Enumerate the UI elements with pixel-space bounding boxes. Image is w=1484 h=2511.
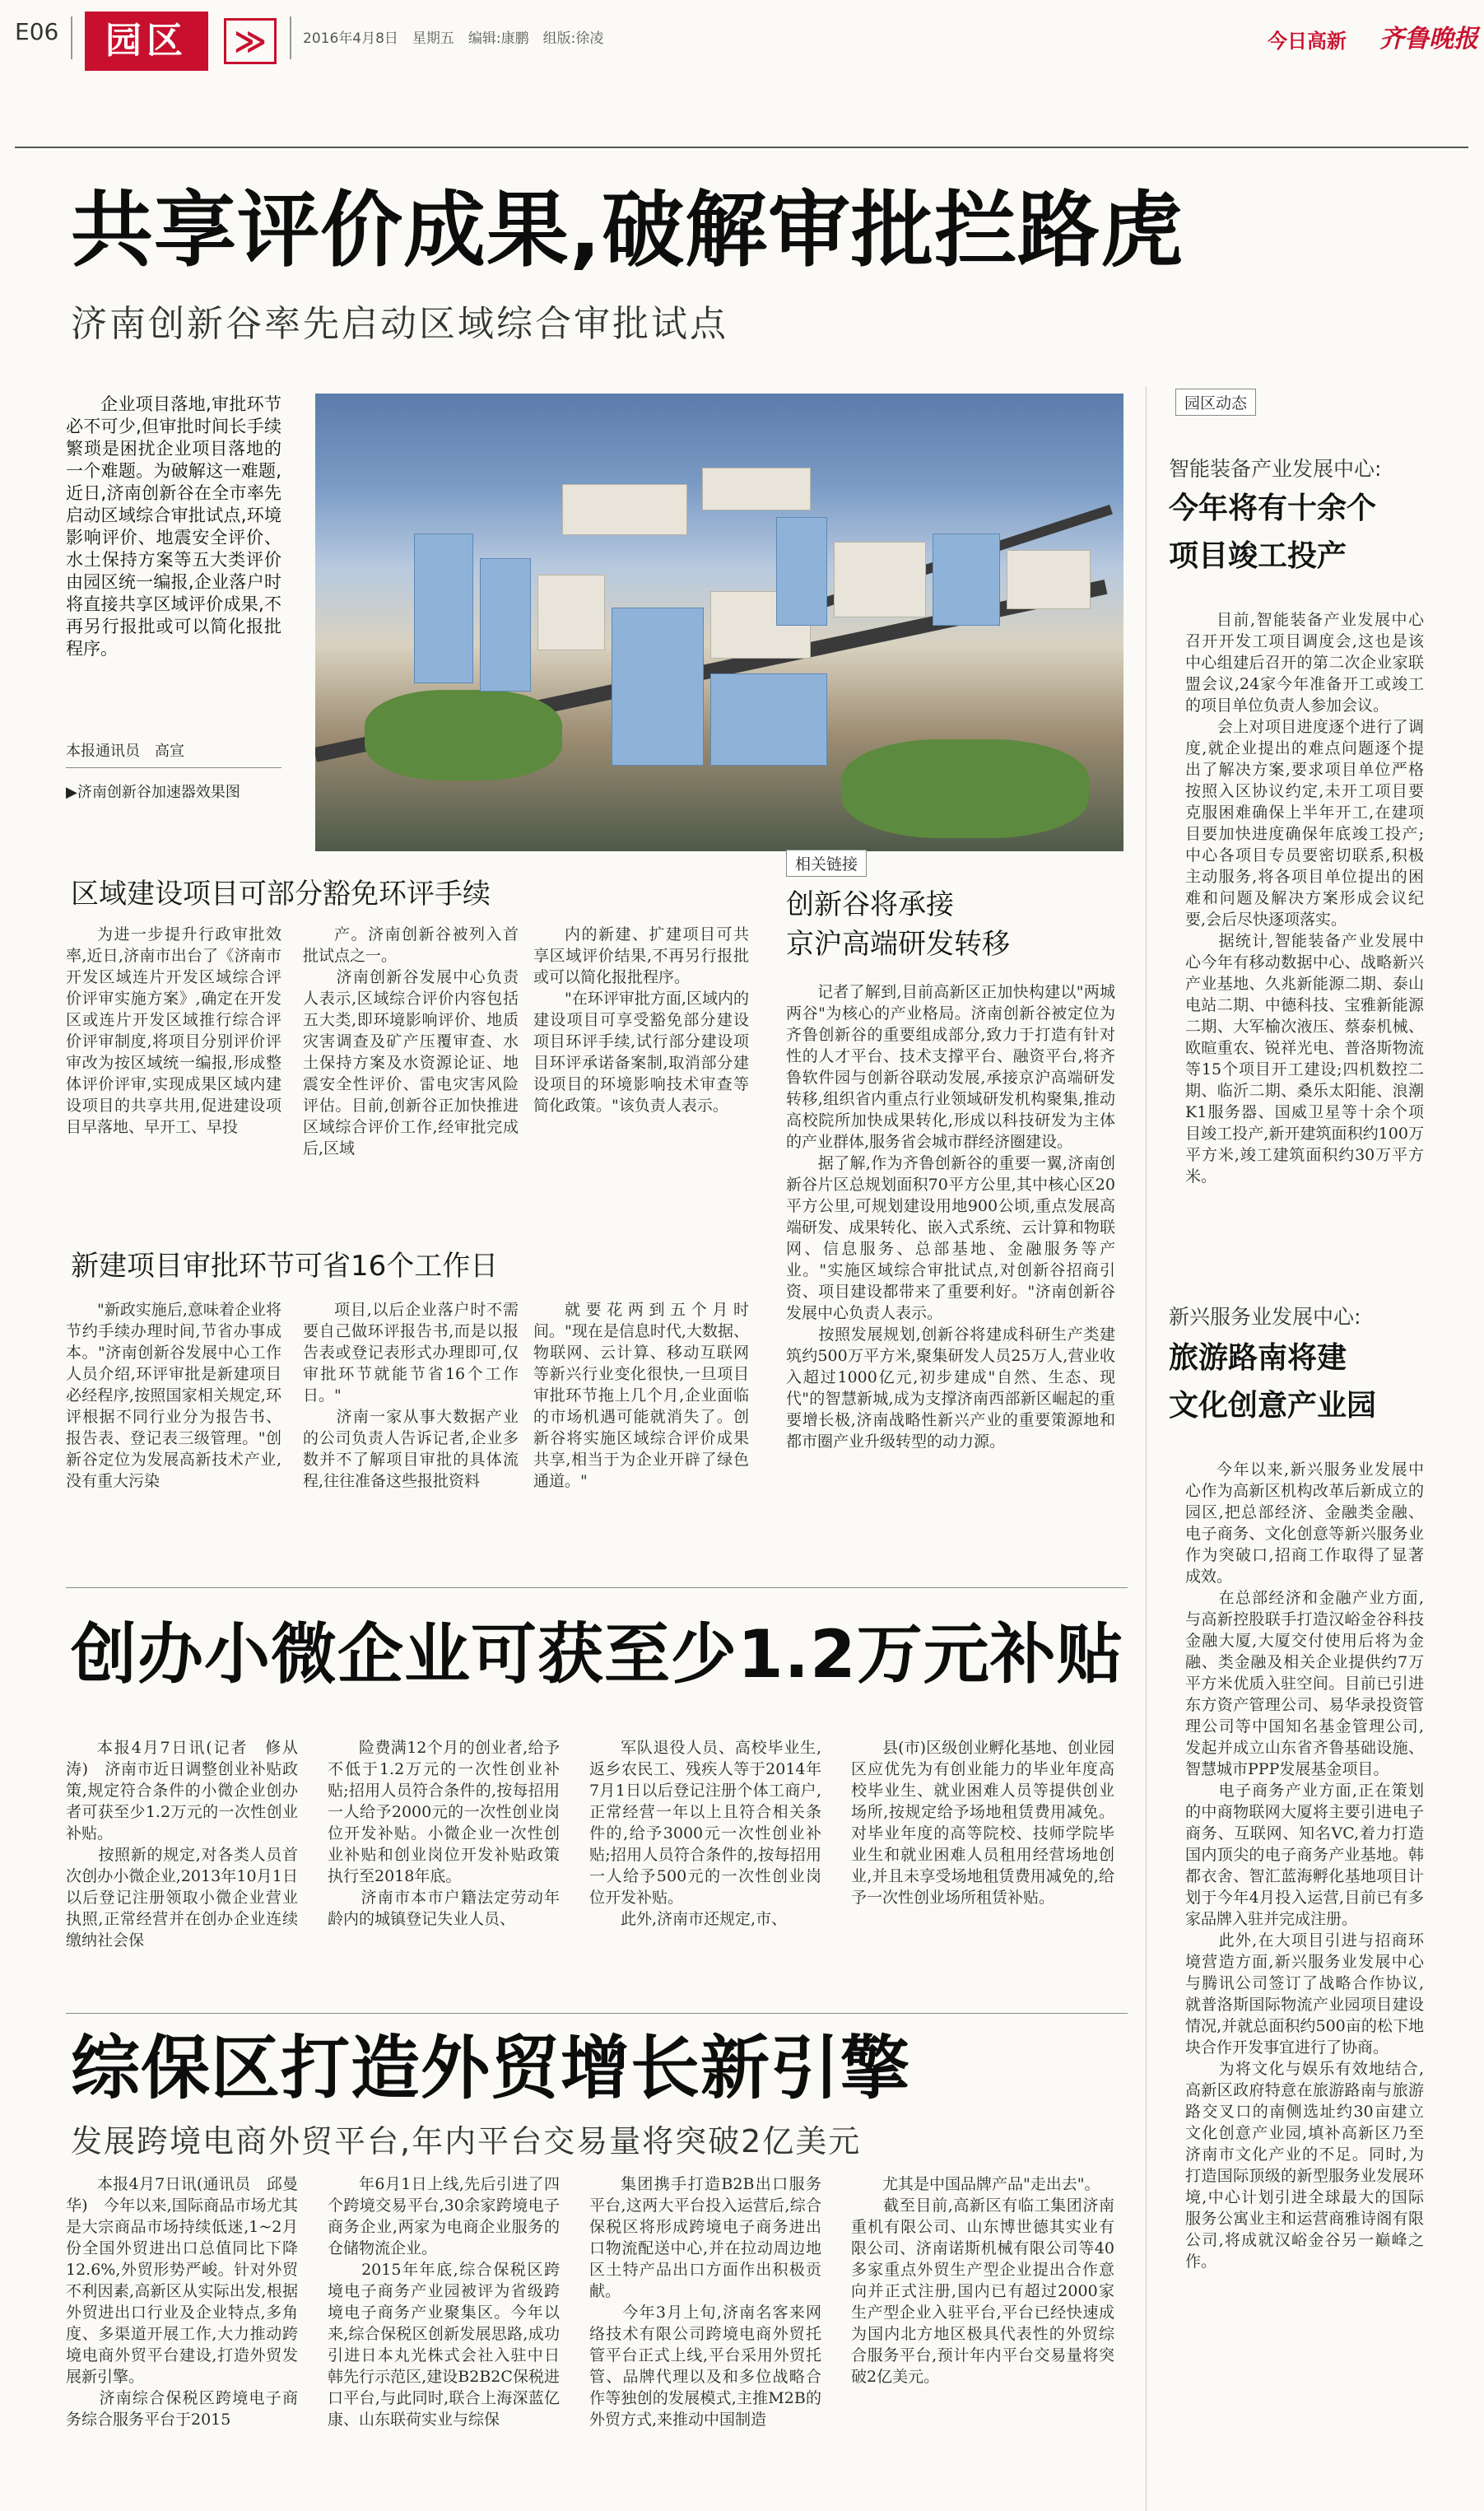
sidebar-item1-title-line2: 项目竣工投产: [1169, 539, 1347, 573]
article3-col2: 年6月1日上线,先后引进了四个跨境交易平台,30余家跨境电子商务企业,两家为电商企业服务的仓储物流企业。 2015年年底,综合保税区跨境电子商务产业园被评为省级跨境电子商务产业聚集区。今年以来,综合保税区创新发展思路,成功引进日本丸光株式会社入驻中日韩先行示范区,建设B2B2C保税进口平台,与此同时,联合上海深蓝亿康、山东联荷实业与综保: [328, 2175, 560, 2429]
article2-col2: 险费满12个月的创业者,给予不低于1.2万元的一次性创业补贴;招用人员符合条件的,按每招用一人给予2000元的一次性创业岗位开发补贴。小微企业一次性创业补贴和创业岗位开发补贴政策执行至2018年底。 济南市本市户籍法定劳动年龄内的城镇登记失业人员、: [328, 1739, 560, 1928]
section2-col1: "新政实施后,意味着企业将节约手续办理时间,节省办事成本。"济南创新谷发展中心工作人员介绍,环评审批是新建项目必经程序,按照国家相关规定,环评根据不同行业分为报告书、报告表、登记表三级管理。"创新谷定位为发展高新技术产业,没有重大污染: [66, 1301, 281, 1490]
lead-paragraph: 企业项目落地,审批环节必不可少,但审批时间长手续繁琐是困扰企业项目落地的一个难题。为破解这一难题,近日,济南创新谷在全市率先启动区域综合审批试点,环境影响评价、地震安全评价、水土保持方案等五大类评价由园区统一编报,企业落户时将直接共享区域评价成果,不再另行报批或可以简化报批程序。: [66, 394, 281, 659]
sidebar-item2-title-line2: 文化创意产业园: [1169, 1389, 1377, 1423]
article2-col1: 本报4月7日讯(记者 修从涛) 济南市近日调整创业补贴政策,规定符合条件的小微企业创办者可获至少1.2万元的一次性创业补贴。 按照新的规定,对各类人员首次创办小微企业,2013年10月1日以后登记注册领取小微企业营业执照,正常经营并在创办企业连续缴纳社会保: [66, 1739, 298, 1950]
section2-title: 新建项目审批环节可省16个工作日: [71, 1250, 499, 1283]
section-arrow-icon: ≫: [224, 18, 277, 64]
header-tag: 今日高新: [1268, 30, 1347, 53]
byline: 本报通讯员 高宣: [66, 743, 184, 760]
related-title-line1: 创新谷将承接: [786, 888, 954, 921]
article3-col4: 尤其是中国品牌产品"走出去"。 截至目前,高新区有临工集团济南重机有限公司、山东博世德其实业有限公司、济南诺斯机械有限公司等40多家重点外贸生产型企业提出合作意向并正式注册,国内已有超过2000家生产型企业入驻平台,平台已经快速成为国内北方地区极具代表性的外贸综合服务平台,预计年内平台交易量将突破2亿美元。: [851, 2175, 1114, 2386]
sidebar-item2-kicker: 新兴服务业发展中心:: [1169, 1305, 1361, 1329]
section2-col3: 就要花两到五个月时间。"现在是信息时代,大数据、物联网、云计算、移动互联网等新兴行业变化很快,一旦项目审批环节拖上几个月,企业面临的市场机遇可能就消失了。创新谷将实施区域综合评价成果共享,相当于为企业开辟了绿色通道。": [533, 1301, 749, 1490]
related-title-line2: 京沪高端研发转移: [786, 928, 1010, 961]
rendering-photo: [315, 394, 1123, 851]
header-brand: 齐鲁晚报: [1379, 25, 1478, 54]
article3-col3: 集团携手打造B2B出口服务平台,这两大平台投入运营后,综合保税区将形成跨境电子商务进出口物流配送中心,并在拉动周边地区土特产品出口方面作出积极贡献。 今年3月上旬,济南名客来网络技术有限公司跨境电商外贸托管平台正式上线,平台采用外贸托管、品牌代理以及和多位战略合作等独创的发展模式,主推M2B的外贸方式,来推动中国制造: [589, 2175, 821, 2429]
related-label: 相关链接: [786, 850, 867, 877]
article3-col1: 本报4月7日讯(通讯员 邱曼华) 今年以来,国际商品市场尤其是大宗商品市场持续低迷,1~2月份全国外贸进出口总值同比下降12.6%,外贸形势严峻。针对外贸不利因素,高新区从实际出发,根据外贸进出口行业及企业特点,多角度、多渠道开展工作,大力推动跨境电商外贸平台建设,打造外贸发展新引擎。 济南综合保税区跨境电子商务综合服务平台于2015: [66, 2175, 298, 2429]
header-meta: 2016年4月8日 星期五 编辑:康鹏 组版:徐凌: [303, 30, 604, 47]
sidebar-item2-text: 今年以来,新兴服务业发展中心作为高新区机构改革后新成立的园区,把总部经济、金融类金融、电子商务、文化创意等新兴服务业作为突破口,招商工作取得了显著成效。 在总部经济和金融产业方面,与高新控股联手打造汉峪金谷科技金融大厦,大厦交付使用后将为金融、类金融及相关企业提供约7万平方米优质入驻空间。目前已引进东方资产管理公司、易华录投资管理公司等中国知名基金管理公司,发起并成立山东省齐鲁基础设施、智慧城市PPP发展基金项目。 电子商务产业方面,正在策划的中商物联网大厦将主要引进电子商务、互联网、知名VC,着力打造国内顶尖的电子商务产业基地。韩都衣舍、智汇蓝海孵化基地项目计划于今年4月投入运营,目前已有多家品牌入驻并完成注册。 此外,在大项目引进与招商环境营造方面,新兴服务业发展中心与腾讯公司签订了战略合作协议,就普洛斯国际物流产业园项目建设情况,并就总面积约500亩的松下地块合作开发事宜进行了协商。 为将文化与娱乐有效地结合,高新区政府特意在旅游路南与旅游路交叉口的南侧选址约30亩建立文化创意产业园,填补高新区乃至济南市文化产业的不足。同时,为打造国际顶级的新型服务业发展环境,中心计划引进全球最大的国际服务公寓业主和运营商雅诗阁有限公司,将成就汉峪金谷另一巅峰之作。: [1185, 1460, 1424, 2271]
section1-col1: 为进一步提升行政审批效率,近日,济南市出台了《济南市开发区域连片开发区域综合评价评审实施方案》,确定在开发区或连片开发区域推行综合评价评审制度,将项目分别评价评审改为按区域统一编报,形成整体评价评审,实现成果区域内建设项目的共享共用,促进建设项目早落地、早开工、早投: [66, 925, 281, 1136]
sidebar-item2-title-line1: 旅游路南将建: [1169, 1341, 1347, 1375]
article3-rule: [66, 2013, 1128, 2014]
sidebar-item1-kicker: 智能装备产业发展中心:: [1169, 457, 1382, 481]
related-text: 记者了解到,目前高新区正加快构建以"两城两谷"为核心的产业格局。济南创新谷被定位为齐鲁创新谷的重要组成部分,致力于打造有针对性的人才平台、技术支撑平台、融资平台,将齐鲁软件园与创新谷联动发展,承接京沪高端研发转移,组织省内重点行业领域研发机构聚集,推动高校院所加快成果转化,形成以科技研发为主体的产业群体,服务省会城市群经济圈建设。 据了解,作为齐鲁创新谷的重要一翼,济南创新谷片区总规划面积70平方公里,其中核心区20平方公里,可规划建设用地900公顷,重点发展高端研发、成果转化、嵌入式系统、云计算和物联网、信息服务、总部基地、金融服务等产业。"实施区域综合审批试点,对创新谷招商引资、项目建设都带来了重要利好。"济南创新谷发展中心负责人表示。 按照发展规划,创新谷将建成科研生产类建筑约500万平方米,聚集研发人员25万人,营业收入超过1000亿元,初步建成"自然、生态、现代"的智慧新城,成为支撑济南西部新区崛起的重要增长极,济南战略性新兴产业的重要策源地和都市圈产业升级转型的动力源。: [786, 983, 1115, 1451]
lead-rule: [66, 767, 281, 768]
article2-col3: 军队退役人员、高校毕业生,返乡农民工、残疾人等于2014年7月1日以后登记注册个体工商户,正常经营一年以上且符合相关条件的,给予3000元一次性创业补贴;招用人员符合条件的,按每招用一人给予500元的一次性创业岗位开发补贴。 此外,济南市还规定,市、: [589, 1739, 821, 1928]
section1-col3: 内的新建、扩建项目可共享区域评价结果,不再另行报批或可以简化报批程序。 "在环评审批方面,区域内的建设项目可享受豁免部分建设项目环评手续,试行部分建设项目环评承诺备案制,取消部分建设项目的环境影响技术审查等简化政策。"该负责人表示。: [533, 925, 749, 1115]
main-headline: 共享评价成果,破解审批拦路虎: [71, 182, 1184, 278]
page-number: E06: [15, 18, 59, 45]
main-subtitle: 济南创新谷率先启动区域综合审批试点: [71, 303, 728, 345]
header-rule: [15, 147, 1468, 148]
article2-headline: 创办小微企业可获至少1.2万元补贴: [71, 1616, 1123, 1693]
article3-headline: 综保区打造外贸增长新引擎: [71, 2028, 911, 2108]
header-divider: [71, 16, 72, 59]
sidebar-item1-text: 目前,智能装备产业发展中心召开开发工项目调度会,这也是该中心组建后召开的第二次企业家联盟会议,24家今年准备开工或竣工的项目单位负责人参加会议。 会上对项目进度逐个进行了调度,就企业提出的难点问题逐个提出了解决方案,要求项目单位严格按照入区协议约定,未开工项目要克服困难确保上半年开工,在建项目要加快进度确保年底竣工投产;中心各项目专员要密切联系,积极主动服务,将各项目单位提出的困难和问题及解决方案形成会议纪要,会后尽快逐项落实。 据统计,智能装备产业发展中心今年有移动数据中心、战略新兴产业基地、久兆新能源二期、泰山电站二期、中德科技、宝雅新能源二期、大军榆次液压、蔡泰机械、欧暄重农、锐祥光电、普洛斯物流等15个项目开工建设;四机数控二期、临沂二期、桑乐太阳能、浪潮K1服务器、国威卫星等十余个项目竣工投产,新开建筑面积约100万平方米,竣工建筑面积约30万平方米。: [1185, 611, 1424, 1186]
photo-caption: ▶济南创新谷加速器效果图: [66, 784, 240, 801]
sidebar-item1-title-line1: 今年将有十余个: [1169, 491, 1377, 525]
section2-col2: 项目,以后企业落户时不需要自己做环评报告书,而是以报告表或登记表形式办理即可,仅审批环节就能节省16个工作日。" 济南一家从事大数据产业的公司负责人告诉记者,企业多数并不了解项目审批的具体流程,往往准备这些报批资料: [303, 1301, 519, 1490]
column-rule: [1146, 387, 1147, 2511]
section1-col2: 产。济南创新谷被列入首批试点之一。 济南创新谷发展中心负责人表示,区域综合评价内容包括五大类,即环境影响评价、地质灾害调查及矿产压覆审查、水土保持方案及水资源论证、地震安全性评价、雷电灾害风险评估。目前,创新谷正加快推进区域综合评价工作,经审批完成后,区域: [303, 925, 519, 1158]
article3-subtitle: 发展跨境电商外贸平台,年内平台交易量将突破2亿美元: [71, 2123, 862, 2159]
sidebar-label: 园区动态: [1175, 389, 1256, 416]
article2-col4: 县(市)区级创业孵化基地、创业园区应优先为有创业能力的毕业年度高校毕业生、就业困难人员等提供创业场所,按规定给予场地租赁费用减免。对毕业年度的高等院校、技师学院毕业生和就业困难人员租用经营场地创业,并且未享受场地租赁费用减免的,给予一次性创业场所租赁补贴。: [851, 1739, 1114, 1907]
header-divider-2: [290, 16, 291, 59]
article2-rule: [66, 1587, 1128, 1588]
section-badge: 园区: [85, 12, 208, 71]
section1-title: 区域建设项目可部分豁免环评手续: [71, 878, 491, 911]
